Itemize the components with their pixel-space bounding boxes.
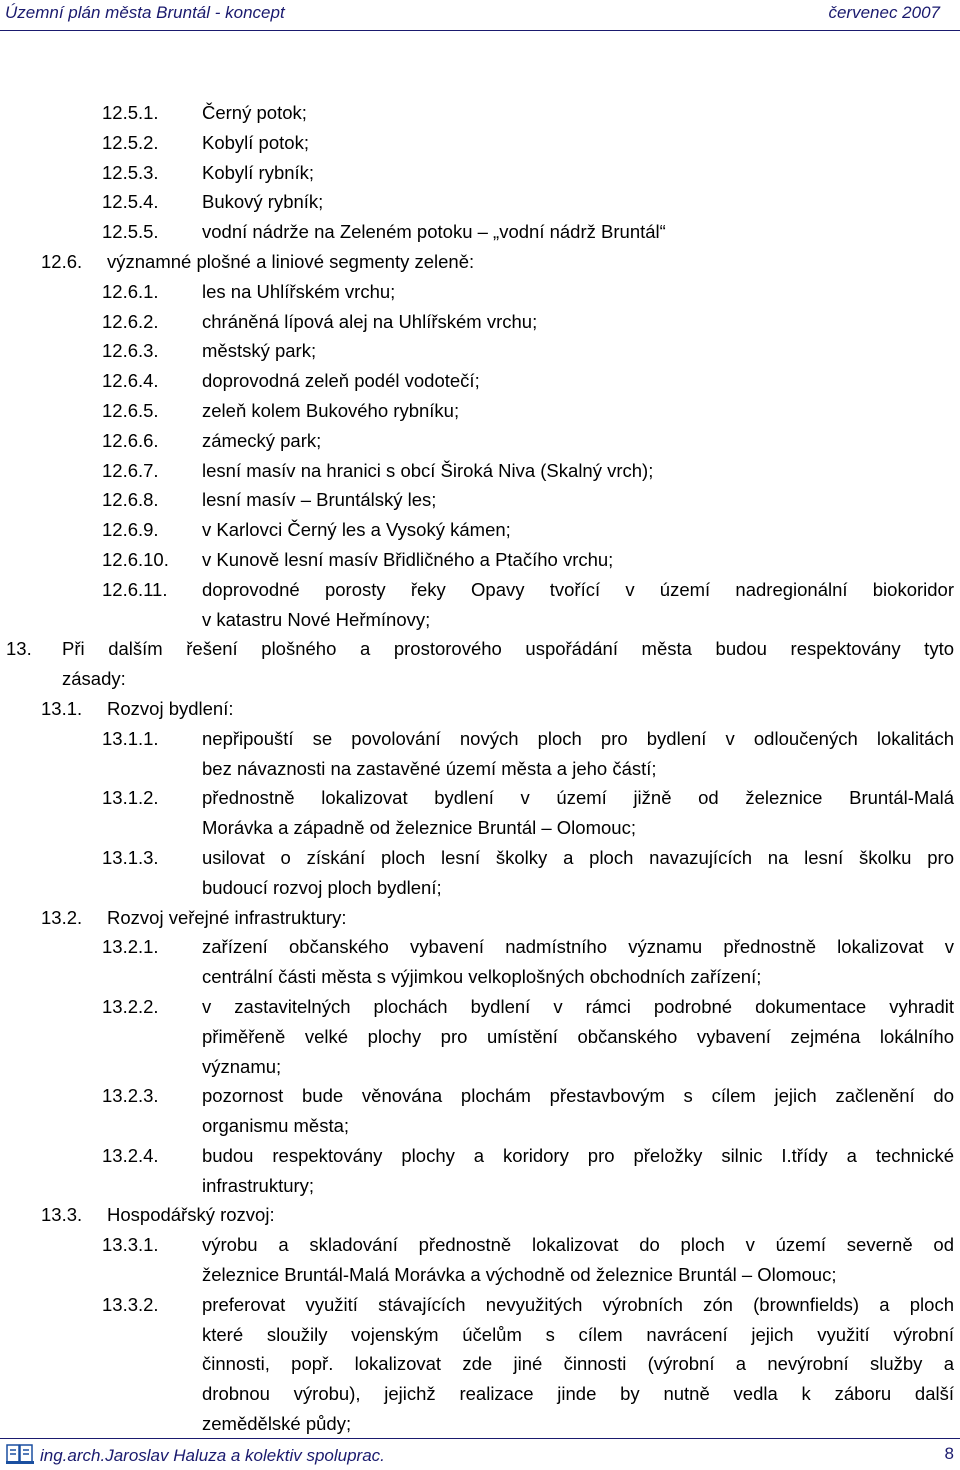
text-line: budoucí rozvoj ploch bydlení;	[202, 876, 442, 898]
item-number: 13.3.1.	[102, 1234, 159, 1256]
text-line: Kobylí potok;	[202, 131, 309, 153]
text-line: infrastruktury;	[202, 1174, 315, 1196]
document-logo-icon	[6, 1443, 34, 1465]
footer-author: ing.arch.Jaroslav Haluza a kolektiv spoluprac.	[40, 1446, 385, 1465]
text-line: v zastavitelných plochách bydlení v rámci podrobné dokumentace vyhradit	[202, 995, 954, 1017]
item-number: 12.5.5.	[102, 221, 159, 243]
list-item	[0, 515, 960, 545]
text-line: železnice Bruntál-Malá Morávka a východně od železnice Bruntál – Olomouc;	[202, 1264, 837, 1286]
item-number: 12.6.8.	[102, 489, 159, 511]
text-line: doprovodné porosty řeky Opavy tvořící v území nadregionální biokoridor	[202, 578, 954, 600]
text-line: Hospodářský rozvoj:	[107, 1204, 275, 1226]
item-text	[202, 456, 954, 486]
item-text	[202, 366, 954, 396]
list-item	[0, 187, 960, 217]
item-number: 12.6.1.	[102, 280, 159, 302]
item-number: 13.	[6, 638, 32, 660]
text-line: doprovodná zeleň podél vodotečí;	[202, 370, 480, 392]
text-line: zásady:	[62, 668, 126, 690]
text-line: preferovat využití stávajících nevyužitých výrobních zón (brownfields) a ploch	[202, 1293, 954, 1315]
list-item	[0, 1200, 960, 1230]
text-line: chráněná lípová alej na Uhlířském vrchu;	[202, 310, 538, 332]
text-line: Bukový rybník;	[202, 191, 324, 213]
document-title: Územní plán města Bruntál - koncept	[5, 3, 285, 22]
text-line: v katastru Nové Heřmínovy;	[202, 608, 431, 630]
item-text	[202, 158, 954, 188]
item-text	[202, 783, 954, 843]
item-text	[202, 336, 954, 366]
item-number: 12.5.1.	[102, 102, 159, 123]
item-number: 13.2.4.	[102, 1144, 159, 1166]
list-item	[0, 396, 960, 426]
item-text	[107, 694, 954, 724]
item-number: 13.1.3.	[102, 846, 159, 868]
item-number: 12.5.3.	[102, 161, 159, 183]
text-line: zemědělské půdy;	[202, 1413, 352, 1435]
header-divider	[0, 30, 960, 31]
item-text	[202, 843, 954, 903]
text-line: Černý potok;	[202, 102, 307, 123]
item-number: 13.2.2.	[102, 995, 159, 1017]
list-item	[0, 992, 960, 1081]
text-line: pozornost bude věnována plochám přestavbovým s cílem jejich začlenění do	[202, 1085, 954, 1107]
item-number: 12.6.3.	[102, 340, 159, 362]
document-body	[0, 98, 960, 1439]
list-item	[0, 545, 960, 575]
text-line: zařízení občanského vybavení nadmístního významu přednostně lokalizovat v	[202, 936, 954, 958]
item-text	[202, 992, 954, 1081]
item-number: 12.6.11.	[102, 578, 168, 600]
footer-divider	[0, 1438, 960, 1439]
list-item	[0, 247, 960, 277]
item-text	[202, 426, 954, 456]
text-line: vodní nádrže na Zeleném potoku – „vodní nádrž Bruntál“	[202, 221, 666, 243]
item-text	[107, 903, 954, 933]
item-text	[202, 575, 954, 635]
list-item	[0, 575, 960, 635]
text-line: Rozvoj veřejné infrastruktury:	[107, 906, 347, 928]
text-line: činnosti, popř. lokalizovat zde jiné činnosti (výrobní a nevýrobní služby a	[202, 1353, 954, 1375]
text-line: nepřipouští se povolování nových ploch pro bydlení v odloučených lokalitách	[202, 727, 954, 749]
item-text	[202, 1230, 954, 1290]
text-line: v Kunově lesní masív Břidličného a Ptačího vrchu;	[202, 548, 614, 570]
item-number: 13.1.	[41, 697, 83, 719]
list-item	[0, 724, 960, 784]
text-line: Morávka a západně od železnice Bruntál – Olomouc;	[202, 817, 636, 839]
text-line: drobnou výrobu), jejichž realizace jinde by nutně vedla k záboru další	[202, 1383, 954, 1405]
text-line: organismu města;	[202, 1115, 350, 1137]
item-number: 12.6.2.	[102, 310, 159, 332]
item-text	[62, 634, 954, 694]
list-item	[0, 634, 960, 694]
item-number: 12.5.4.	[102, 191, 159, 213]
list-item	[0, 485, 960, 515]
item-number: 12.6.6.	[102, 429, 159, 451]
list-item	[0, 456, 960, 486]
text-line: lesní masív – Bruntálský les;	[202, 489, 437, 511]
list-item	[0, 783, 960, 843]
item-text	[202, 128, 954, 158]
list-item	[0, 277, 960, 307]
list-item	[0, 903, 960, 933]
item-text	[202, 277, 954, 307]
list-item	[0, 1290, 960, 1439]
text-line: Při dalším řešení plošného a prostorového uspořádání města budou respektovány tyto	[62, 638, 954, 660]
list-item	[0, 426, 960, 456]
item-text	[202, 1141, 954, 1201]
text-line: přednostně lokalizovat bydlení v území jižně od železnice Bruntál-Malá	[202, 787, 954, 809]
list-item	[0, 128, 960, 158]
item-text	[202, 1290, 954, 1439]
text-line: Rozvoj bydlení:	[107, 697, 234, 719]
item-number: 13.2.1.	[102, 936, 159, 958]
item-text	[107, 1200, 954, 1230]
list-item	[0, 217, 960, 247]
item-number: 13.1.2.	[102, 787, 159, 809]
text-line: Kobylí rybník;	[202, 161, 315, 183]
text-line: zámecký park;	[202, 429, 322, 451]
text-line: lesní masív na hranici s obcí Široká Niva (Skalný vrch);	[202, 459, 654, 481]
text-line: centrální části města s výjimkou velkoplošných obchodních zařízení;	[202, 966, 762, 988]
text-line: významu;	[202, 1055, 282, 1077]
list-item	[0, 694, 960, 724]
item-number: 12.6.	[41, 250, 83, 272]
text-line: usilovat o získání ploch lesní školky a ploch navazujících na lesní školku pro	[202, 846, 954, 868]
item-text	[202, 1081, 954, 1141]
list-item	[0, 158, 960, 188]
list-item	[0, 1230, 960, 1290]
list-item	[0, 98, 960, 128]
item-text	[202, 187, 954, 217]
item-number: 13.1.1.	[102, 727, 159, 749]
item-text	[202, 307, 954, 337]
item-text	[202, 98, 954, 128]
list-item	[0, 366, 960, 396]
item-number: 12.6.10.	[102, 548, 169, 570]
item-text	[107, 247, 954, 277]
item-text	[202, 515, 954, 545]
page-number: 8	[944, 1444, 954, 1463]
text-line: les na Uhlířském vrchu;	[202, 280, 396, 302]
item-text	[202, 724, 954, 784]
item-number: 12.5.2.	[102, 131, 159, 153]
item-number: 12.6.4.	[102, 370, 159, 392]
item-number: 13.2.3.	[102, 1085, 159, 1107]
page-header	[0, 0, 960, 30]
item-number: 13.2.	[41, 906, 83, 928]
document-date: červenec 2007	[828, 3, 940, 22]
item-number: 12.6.7.	[102, 459, 159, 481]
item-number: 13.3.	[41, 1204, 83, 1226]
text-line: bez návaznosti na zastavěné území města a jeho částí;	[202, 757, 657, 779]
list-item	[0, 1141, 960, 1201]
item-number: 12.6.5.	[102, 399, 159, 421]
item-text	[202, 545, 954, 575]
item-text	[202, 485, 954, 515]
item-text	[202, 217, 954, 247]
list-item	[0, 1081, 960, 1141]
text-line: budou respektovány plochy a koridory pro přeložky silnic I.třídy a technické	[202, 1144, 954, 1166]
item-number: 12.6.9.	[102, 519, 159, 541]
text-line: v Karlovci Černý les a Vysoký kámen;	[202, 519, 511, 541]
list-item	[0, 336, 960, 366]
text-line: které sloužily vojenským účelům s cílem navrácení jejich využití výrobní	[202, 1323, 954, 1345]
item-number: 13.3.2.	[102, 1293, 159, 1315]
list-item	[0, 932, 960, 992]
text-line: výrobu a skladování přednostně lokalizovat do ploch v území severně od	[202, 1234, 954, 1256]
item-text	[202, 396, 954, 426]
list-item	[0, 307, 960, 337]
text-line: zeleň kolem Bukového rybníku;	[202, 399, 460, 421]
text-line: přiměřeně velké plochy pro umístění občanského vybavení zejména lokálního	[202, 1025, 954, 1047]
page-footer	[0, 1438, 960, 1470]
text-line: významné plošné a liniové segmenty zeleně:	[107, 250, 475, 272]
list-item	[0, 843, 960, 903]
item-text	[202, 932, 954, 992]
text-line: městský park;	[202, 340, 317, 362]
